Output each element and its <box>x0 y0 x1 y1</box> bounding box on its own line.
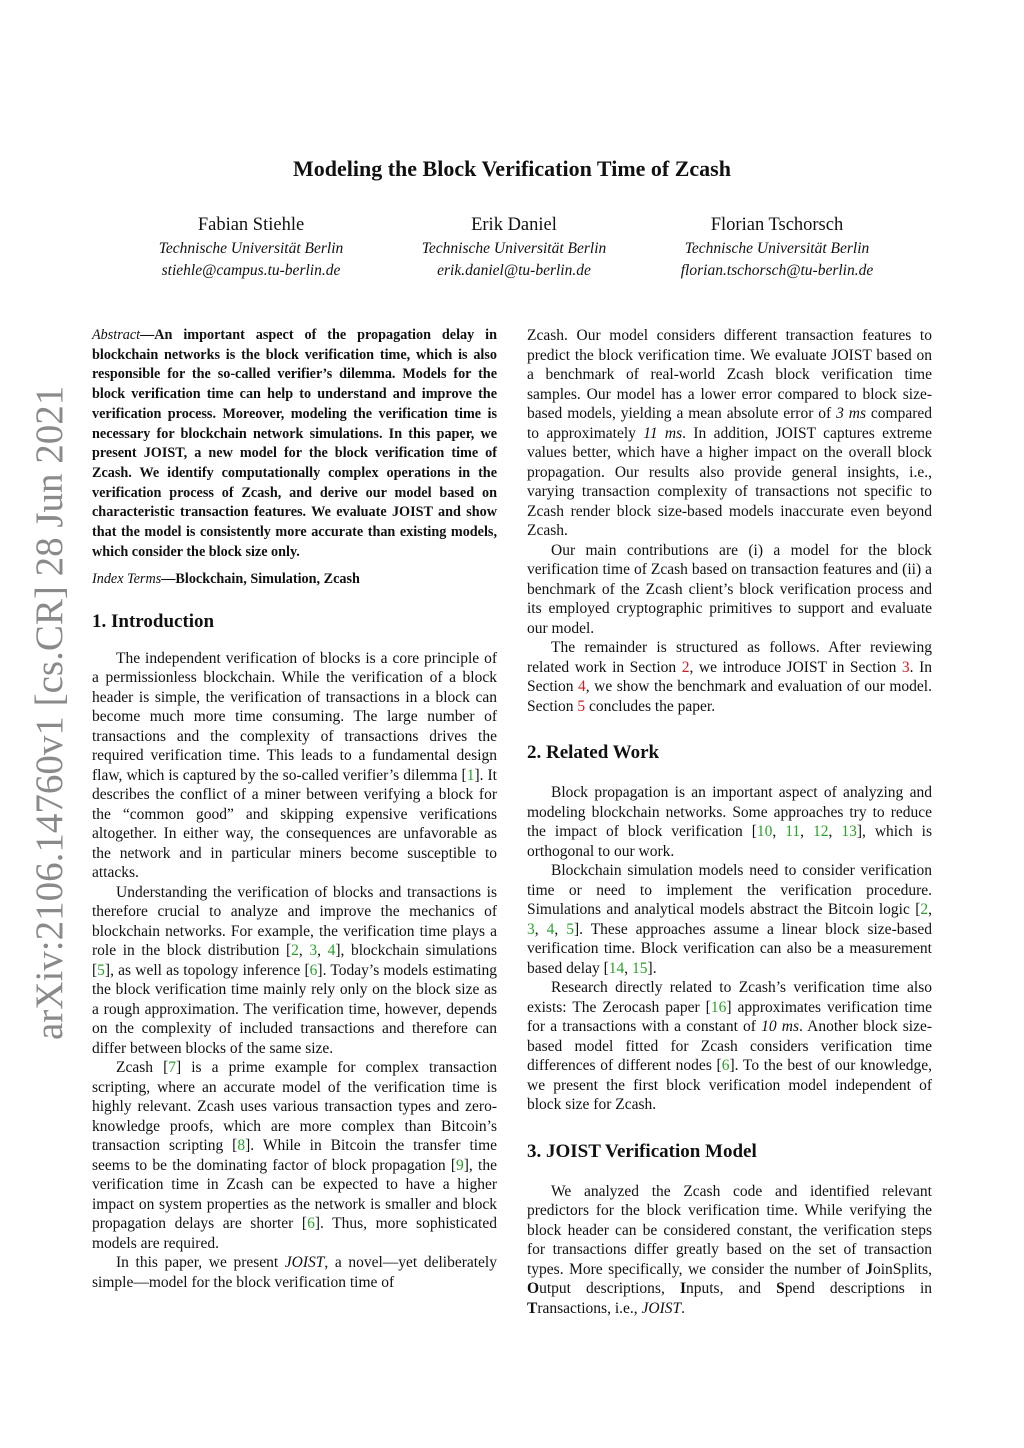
paragraph: We analyzed the Zcash code and identified relevant predictors for the block verification time. While verifying the block header can be considered constant, the verification steps for transactions differ greatly based on the set of transaction types. More specifically, we consider the number of JoinSplits, Output descriptions, Inputs, and Spend descriptions in Transactions, i.e., JOIST. <box>527 1182 933 1317</box>
index-terms-text: —Blockchain, Simulation, Zcash <box>161 571 360 588</box>
author-email: stiehle@campus.tu-berlin.de <box>161 262 341 279</box>
author-3 <box>646 214 908 282</box>
paragraph: Blockchain simulation models need to consider verification time or need to implement the verification procedure. Simulations and analytical models abstract the Bitcoin logic [2, 3, 4, 5]. These approaches assume a linear block size-based verification time. Block verification can also be a measurement based delay [14, 15]. <box>527 862 933 977</box>
author-email: erik.daniel@tu-berlin.de <box>437 262 591 279</box>
citation-link[interactable]: 13 <box>841 823 857 840</box>
index-terms-lead: Index Terms <box>92 571 162 588</box>
abstract <box>92 326 497 562</box>
section-heading-joist-model: 3. JOIST Verification Model <box>527 1140 757 1162</box>
section-link[interactable]: 5 <box>577 697 586 715</box>
paragraph: In this paper, we present JOIST, a novel—yet deliberately simple—model for the block verification time of <box>92 1254 497 1291</box>
paper-title: Modeling the Block Verification Time of Zcash <box>293 156 731 181</box>
bold-letter: S <box>776 1280 785 1297</box>
citation-link[interactable]: 10 <box>756 823 773 840</box>
citation-link[interactable]: 9 <box>456 1156 464 1174</box>
abstract-text: —An important aspect of the propagation delay in blockchain networks is the block verification time, which is also responsible for the so-called verifier’s dilemma. Models for the block verification time can help to understand and improve the verification process. Moreover, modeling the verification time is necessary for blockchain network simulations. In this paper, we present JOIST, a new model for the block verification time of Zcash. We identify computationally complex operations in the verification process of Zcash, and derive our model based on characteristic transaction features. We evaluate JOIST and show that the model is consistently more accurate than existing models, which consider the block size only. <box>92 327 497 560</box>
left-column <box>92 326 497 1292</box>
paragraph: Our main contributions are (i) a model for the block verification time of Zcash based on transaction features and (ii) a benchmark of the Zcash client’s block verification process and its employed cryptographic primitives to support and evaluate our model. <box>527 541 932 637</box>
citation-link[interactable]: 3 <box>527 920 535 938</box>
bold-letter: I <box>679 1280 686 1297</box>
citation-link[interactable]: 8 <box>237 1137 246 1155</box>
paragraph: Research directly related to Zcash’s verification time also exists: The Zerocash paper [16] approximates verification time for a transactions with a constant of 10 ms. Another block size-based model fitted for Zcash considers verification time differences of different nodes [6]. To the best of our knowledge, we present the first block verification model independent of block size for Zcash. <box>527 979 932 1113</box>
abstract-lead: Abstract <box>92 327 141 343</box>
citation-link[interactable]: 3 <box>309 942 318 960</box>
citation-link[interactable]: 6 <box>721 1057 730 1074</box>
citation-link[interactable]: 2 <box>291 942 299 960</box>
section-link[interactable]: 4 <box>578 678 586 695</box>
section-heading-related-work: 2. Related Work <box>527 742 660 763</box>
author-affiliation: Technische Universität Berlin <box>684 240 870 257</box>
arxiv-stamp: arXiv:2106.14760v1 [cs.CR] 28 Jun 2021 <box>28 385 71 1040</box>
math-value: 10 ms <box>761 1018 799 1035</box>
right-column <box>527 326 932 1318</box>
citation-link[interactable]: 14 <box>608 959 625 977</box>
citation-link[interactable]: 5 <box>566 920 574 938</box>
author-email: florian.tschorsch@tu-berlin.de <box>680 262 874 279</box>
citation-link[interactable]: 4 <box>327 942 336 960</box>
index-terms <box>92 570 497 590</box>
paragraph: Block propagation is an important aspect of analyzing and modeling blockchain networks. Some approaches try to reduce the impact of block verification [10, 11, 12, 13], which is orthogonal to our work. <box>527 784 933 860</box>
citation-link[interactable]: 15 <box>632 959 648 977</box>
bold-letter: J <box>865 1260 873 1278</box>
math-value: 3 ms <box>836 405 866 422</box>
author-name: Florian Tschorsch <box>710 215 844 235</box>
citation-link[interactable]: 12 <box>813 823 829 840</box>
emphasis: JOIST <box>641 1299 682 1317</box>
section-link[interactable]: 3 <box>901 658 910 676</box>
emphasis: JOIST <box>284 1254 325 1272</box>
citation-link[interactable]: 1 <box>466 766 475 784</box>
author-affiliation: Technische Universität Berlin <box>421 240 607 257</box>
author-2 <box>383 214 645 282</box>
section-link[interactable]: 2 <box>681 658 690 676</box>
author-affiliation: Technische Universität Berlin <box>158 240 344 257</box>
paragraph: The independent verification of blocks is a core principle of a permissionless blockchain. While the verification of a block header is simple, the verification of transactions in a block can become much more time consuming. The large number of transactions and the complexity of transactions drives the required verification time. This leads to a fundamental design flaw, which is captured by the so-called verifier’s dilemma [1]. It describes the conflict of a miner between verifying a block for the “common good” and skipping expensive verifications altogether. In either way, the consequences are unfavorable as the network and in particular miners become susceptible to attacks. <box>92 649 497 882</box>
section-heading-introduction: 1. Introduction <box>92 610 215 632</box>
bold-letter: O <box>527 1280 540 1297</box>
math-value: 11 ms <box>643 424 683 442</box>
citation-link[interactable]: 4 <box>546 920 555 938</box>
paragraph: The remainder is structured as follows. After reviewing related work in Section 2, we introduce JOIST in Section 3. In Section 4, we show the benchmark and evaluation of our model. Section 5 concludes the paper. <box>527 639 932 715</box>
author-name: Erik Daniel <box>471 215 557 235</box>
citation-link[interactable]: 11 <box>785 823 801 840</box>
bold-letter: T <box>527 1299 538 1317</box>
citation-link[interactable]: 7 <box>168 1059 176 1077</box>
paragraph: Understanding the verification of blocks and transactions is therefore crucial to analyze and improve the mechanics of blockchain networks. For example, the verification time plays a role in the block distribution [2, 3, 4], blockchain simulations [5], as well as topology inference [6]. Today’s models estimating the block verification time mainly rely only on the block size as a rough approximation. The verification time, however, depends on the complexity of included transactions and therefore can differ between blocks of the same size. <box>92 883 498 1057</box>
citation-link[interactable]: 6 <box>309 961 318 979</box>
paragraph-continued: Zcash. Our model considers different transaction features to predict the block verification time. We evaluate JOIST based on a benchmark of real-world Zcash block verification time samples. Our model has a lower error compared to block size-based models, yielding a mean absolute error of 3 ms compared to approximately 11 ms. In addition, JOIST captures extreme values better, which have a higher impact on the overall block propagation. Our results also provide general insights, i.e., varying transaction complexity of transactions not specific to Zcash render block size-based models inaccurate even beyond Zcash. <box>527 327 932 539</box>
author-name: Fabian Stiehle <box>197 215 305 235</box>
paragraph: Zcash [7] is a prime example for complex transaction scripting, where an accurate model of the verification time is highly relevant. Zcash uses various transaction types and zero-knowledge proofs, which are more complex than Bitcoin’s transaction scripting [8]. While in Bitcoin the transfer time seems to be the dominating factor of block propagation [9], the verification time in Zcash can be expected to have a higher impact on system properties as the network is smaller and block propagation delays are shorter [6]. Thus, more sophisticated models are required. <box>92 1059 498 1252</box>
citation-link[interactable]: 5 <box>97 961 105 979</box>
author-block <box>120 214 908 282</box>
citation-link[interactable]: 16 <box>710 998 727 1016</box>
author-1 <box>120 214 382 282</box>
citation-link[interactable]: 2 <box>920 901 929 918</box>
citation-link[interactable]: 6 <box>307 1215 315 1233</box>
